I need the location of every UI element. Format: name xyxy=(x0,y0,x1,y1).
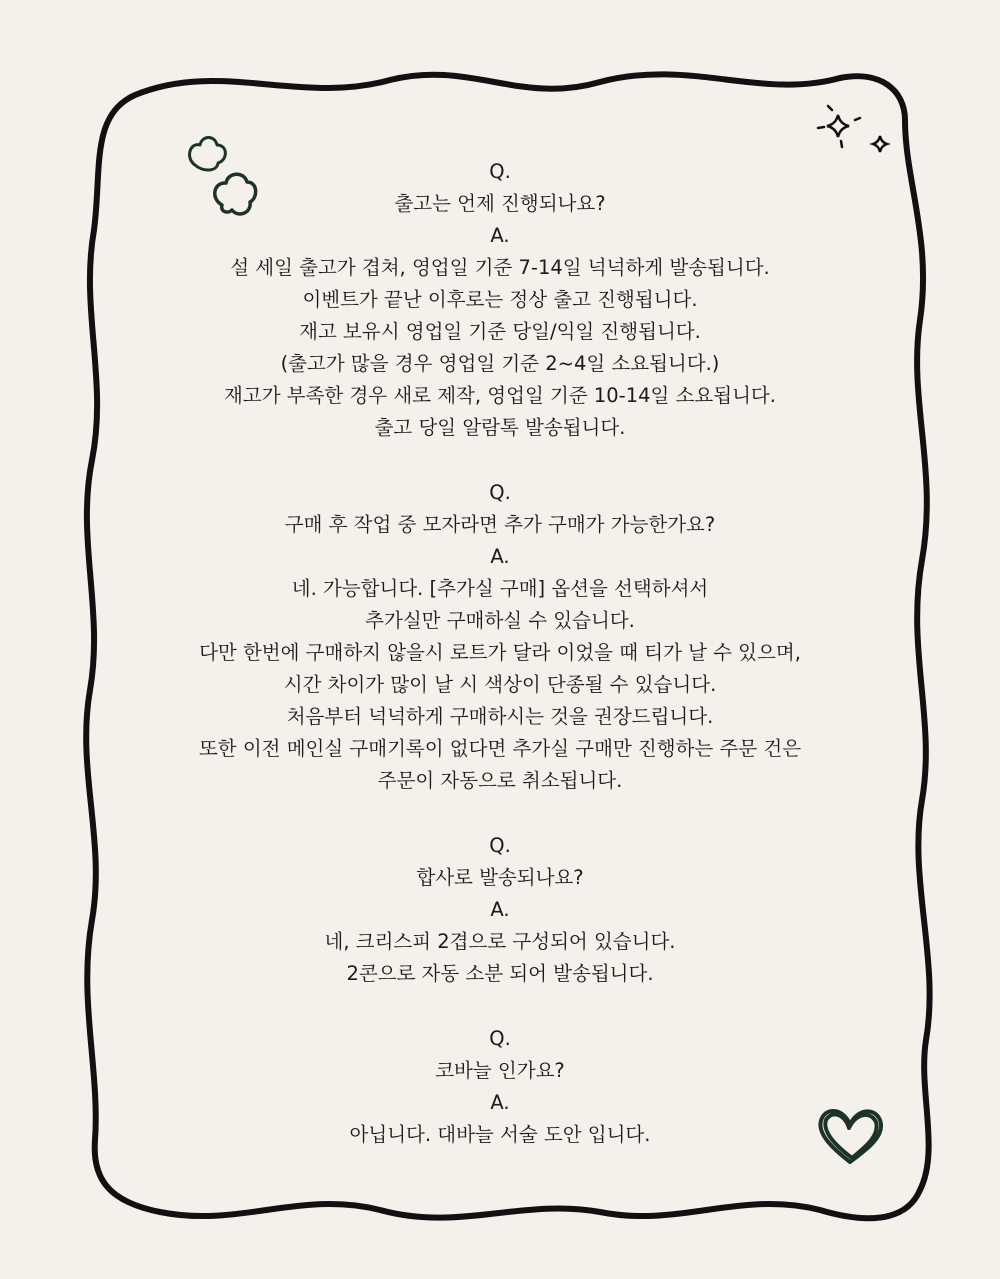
answer-line: 다만 한번에 구매하지 않을시 로트가 달라 이었을 때 티가 날 수 있으며, xyxy=(199,641,801,664)
answer-line: 추가실만 구매하실 수 있습니다. xyxy=(365,609,635,632)
answer-line: 재고가 부족한 경우 새로 제작, 영업일 기준 10-14일 소요됩니다. xyxy=(224,384,776,407)
question-label: Q. xyxy=(489,834,511,857)
sparkle-icon xyxy=(873,136,887,152)
answer-line: 네, 크리스피 2겹으로 구성되어 있습니다. xyxy=(324,930,676,953)
faq-item xyxy=(150,830,850,990)
answer-line: 시간 차이가 많이 날 시 색상이 단종될 수 있습니다. xyxy=(283,673,717,696)
answer-line: 아닙니다. 대바늘 서술 도안 입니다. xyxy=(349,1123,651,1146)
answer-label: A. xyxy=(490,545,510,568)
answer-line: 네. 가능합니다. [추가실 구매] 옵션을 선택하셔서 xyxy=(291,577,709,600)
answer-label: A. xyxy=(490,224,510,247)
spacer xyxy=(150,797,850,830)
answer-line: (출고가 많을 경우 영업일 기준 2~4일 소요됩니다.) xyxy=(280,352,720,375)
spacer xyxy=(150,990,850,1023)
answer-line: 출고 당일 알람톡 발송됩니다. xyxy=(374,416,626,439)
answer-line: 또한 이전 메인실 구매기록이 없다면 추가실 구매만 진행하는 주문 건은 xyxy=(198,737,802,760)
faq-item xyxy=(150,1023,850,1151)
answer-line: 주문이 자동으로 취소됩니다. xyxy=(377,769,623,792)
faq-item xyxy=(150,156,850,444)
answer-label: A. xyxy=(490,1091,510,1114)
answer-label: A. xyxy=(490,898,510,921)
sparkle-icon xyxy=(818,106,860,147)
question-text: 출고는 언제 진행되나요? xyxy=(394,192,606,215)
spacer xyxy=(150,444,850,477)
question-label: Q. xyxy=(489,1027,511,1050)
answer-line: 재고 보유시 영업일 기준 당일/익일 진행됩니다. xyxy=(299,320,701,343)
answer-line: 2콘으로 자동 소분 되어 발송됩니다. xyxy=(346,962,654,985)
question-text: 합사로 발송되나요? xyxy=(416,866,584,889)
question-label: Q. xyxy=(489,160,511,183)
answer-line: 처음부터 넉넉하게 구매하시는 것을 권장드립니다. xyxy=(286,705,714,728)
question-text: 구매 후 작업 중 모자라면 추가 구매가 가능한가요? xyxy=(284,513,716,536)
question-text: 코바늘 인가요? xyxy=(435,1059,565,1082)
faq-list xyxy=(150,156,850,1151)
answer-line: 설 세일 출고가 겹쳐, 영업일 기준 7-14일 넉넉하게 발송됩니다. xyxy=(230,256,770,279)
faq-item xyxy=(150,477,850,797)
answer-line: 이벤트가 끝난 이후로는 정상 출고 진행됩니다. xyxy=(302,288,698,311)
question-label: Q. xyxy=(489,481,511,504)
